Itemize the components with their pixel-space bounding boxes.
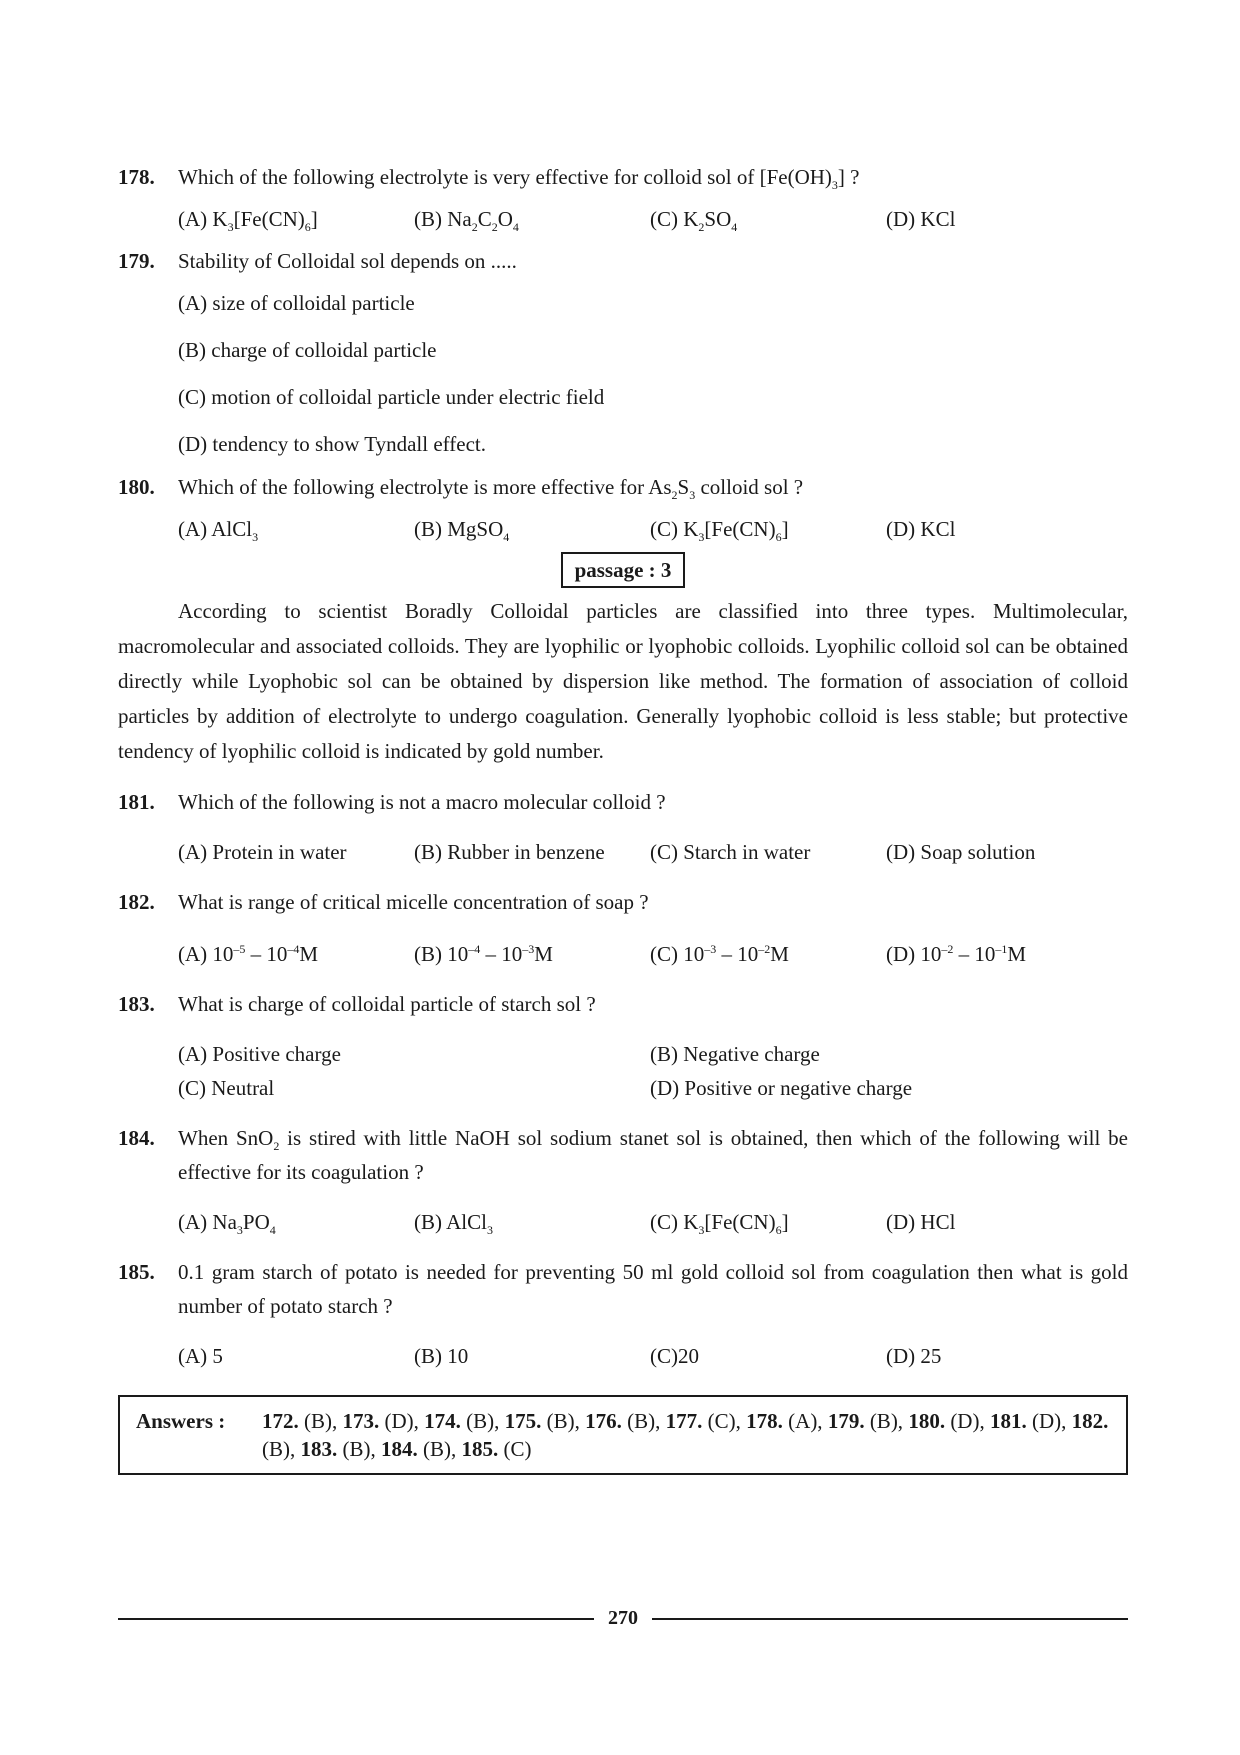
option-c: (C) Starch in water	[650, 840, 811, 864]
options-183-row1	[178, 1037, 1128, 1071]
question-181	[118, 785, 1128, 819]
question-178	[118, 160, 1128, 194]
answer-item: 181. (D),	[989, 1409, 1067, 1433]
option-c: (C) $10^{-3} - 10^{-2}M$	[650, 942, 789, 966]
option-b: (B) charge of colloidal particle	[178, 338, 437, 362]
answer-key-box	[118, 1395, 1128, 1475]
answer-item: 184. (B),	[381, 1437, 457, 1461]
answer-item: 179. (B),	[827, 1409, 904, 1433]
options-182	[178, 937, 1128, 971]
question-text: Stability of Colloidal sol depends on .....	[178, 249, 517, 273]
question-text: Which of the following electrolyte is very effective for colloid sol of $[Fe(OH)_3]$ ?	[178, 165, 860, 192]
question-184	[118, 1121, 1128, 1189]
question-number: 179.	[118, 249, 155, 273]
answer-key-list	[262, 1407, 1110, 1463]
option-b: (B) AlCl$_3$	[414, 1210, 493, 1237]
option-c: (C) $K_2SO_4$	[650, 207, 738, 234]
passage-title: passage : 3	[561, 552, 686, 588]
question-180	[118, 470, 1128, 504]
page-content	[118, 160, 1128, 1475]
answer-key-label: Answers :	[136, 1409, 226, 1433]
option-d: (D) Soap solution	[886, 840, 1036, 864]
answer-item: 177. (C),	[665, 1409, 741, 1433]
option-c: (C)20	[650, 1344, 699, 1368]
option-a: (A) Protein in water	[178, 840, 347, 864]
footer-rule-left	[118, 1618, 594, 1620]
option-a: (A) $Na_3PO_4$	[178, 1210, 276, 1237]
answer-item: 172. (B),	[262, 1409, 338, 1433]
option-b: (B) 10	[414, 1344, 469, 1368]
option-a: (A) $K_3[Fe(CN)_6]$	[178, 207, 318, 234]
question-text: When SnO$_2$ is stired with little NaOH sol sodium stanet sol is obtained, then which of the following will be effective for its coagulation ?	[178, 1126, 1128, 1184]
answer-item: 182. (B),	[262, 1409, 1109, 1461]
option-c: (C) Neutral	[178, 1076, 275, 1100]
question-text: 0.1 gram starch of potato is needed for preventing 50 ml gold colloid sol from coagulation then what is gold number of potato starch ?	[178, 1260, 1128, 1318]
option-d: (D) 25	[886, 1344, 942, 1368]
question-number: 181.	[118, 790, 155, 814]
passage-heading	[118, 552, 1128, 588]
option-b: (B) $10^{-4} - 10^{-3}M$	[414, 942, 553, 966]
options-183-row2	[178, 1071, 1128, 1105]
option-c: (C) $K_3[Fe(CN)_6]$	[650, 517, 789, 544]
option-d: (D) HCl	[886, 1210, 956, 1234]
option-b: (B) $Na_2C_2O_4$	[414, 207, 519, 234]
options-179	[178, 280, 1128, 468]
option-a: (A) size of colloidal particle	[178, 291, 415, 315]
options-184	[178, 1205, 1128, 1239]
answer-item: 173. (D),	[342, 1409, 419, 1433]
page-footer	[118, 1607, 1128, 1630]
options-180	[178, 512, 1128, 546]
question-185	[118, 1255, 1128, 1323]
answer-item: 174. (B),	[424, 1409, 500, 1433]
question-number: 184.	[118, 1126, 155, 1150]
option-b: (B) Negative charge	[650, 1042, 820, 1066]
option-a: (A) 5	[178, 1344, 223, 1368]
question-182	[118, 885, 1128, 919]
options-178	[178, 202, 1128, 236]
question-text: Which of the following electrolyte is more effective for $As_2S_3$ colloid sol ?	[178, 475, 804, 502]
answer-item: 176. (B),	[585, 1409, 661, 1433]
question-number: 182.	[118, 890, 155, 914]
question-179	[118, 244, 1128, 278]
question-text: What is range of critical micelle concentration of soap ?	[178, 890, 649, 914]
answer-item: 178. (A),	[746, 1409, 823, 1433]
option-d: (D) KCl	[886, 207, 956, 231]
passage-text: According to scientist Boradly Colloidal particles are classified into three types. Multimolecular, macromolecular and associated colloids. They are lyophilic or lyophobic colloids. Lyophilic colloid sol can be obtained directly while Lyophobic sol can be obtained by dispersion like method. The formation of association of colloid particles by addition of electrolyte to undergo coagulation. Generally lyophobic colloid is less stable; but protective tendency of lyophilic colloid is indicated by gold number.	[118, 599, 1128, 763]
option-c: (C) $K_3[Fe(CN)_6]$	[650, 1210, 789, 1237]
option-a: (A) $10^{-5} - 10^{-4}M$	[178, 942, 319, 966]
option-b: (B) MgSO$_4$	[414, 517, 510, 544]
options-181	[178, 835, 1128, 869]
answer-item: 183. (B),	[300, 1437, 376, 1461]
option-c: (C) motion of colloidal particle under electric field	[178, 385, 605, 409]
option-a: (A) AlCl$_3$	[178, 517, 259, 544]
question-number: 180.	[118, 475, 155, 499]
footer-rule-right	[652, 1618, 1128, 1620]
question-183	[118, 987, 1128, 1021]
question-number: 183.	[118, 992, 155, 1016]
answer-item: 175. (B),	[504, 1409, 580, 1433]
question-text: Which of the following is not a macro molecular colloid ?	[178, 790, 666, 814]
option-d: (D) $10^{-2} - 10^{-1}M$	[886, 942, 1027, 966]
option-b: (B) Rubber in benzene	[414, 840, 605, 864]
question-number: 185.	[118, 1260, 155, 1284]
answer-item: 180. (D),	[908, 1409, 985, 1433]
option-a: (A) Positive charge	[178, 1042, 341, 1066]
answer-item: 185. (C)	[461, 1437, 532, 1461]
question-text: What is charge of colloidal particle of starch sol ?	[178, 992, 596, 1016]
option-d: (D) tendency to show Tyndall effect.	[178, 432, 486, 456]
page-number: 270	[608, 1607, 638, 1629]
option-d: (D) KCl	[886, 517, 956, 541]
option-d: (D) Positive or negative charge	[650, 1076, 913, 1100]
question-number: 178.	[118, 165, 155, 189]
options-185	[178, 1339, 1128, 1373]
